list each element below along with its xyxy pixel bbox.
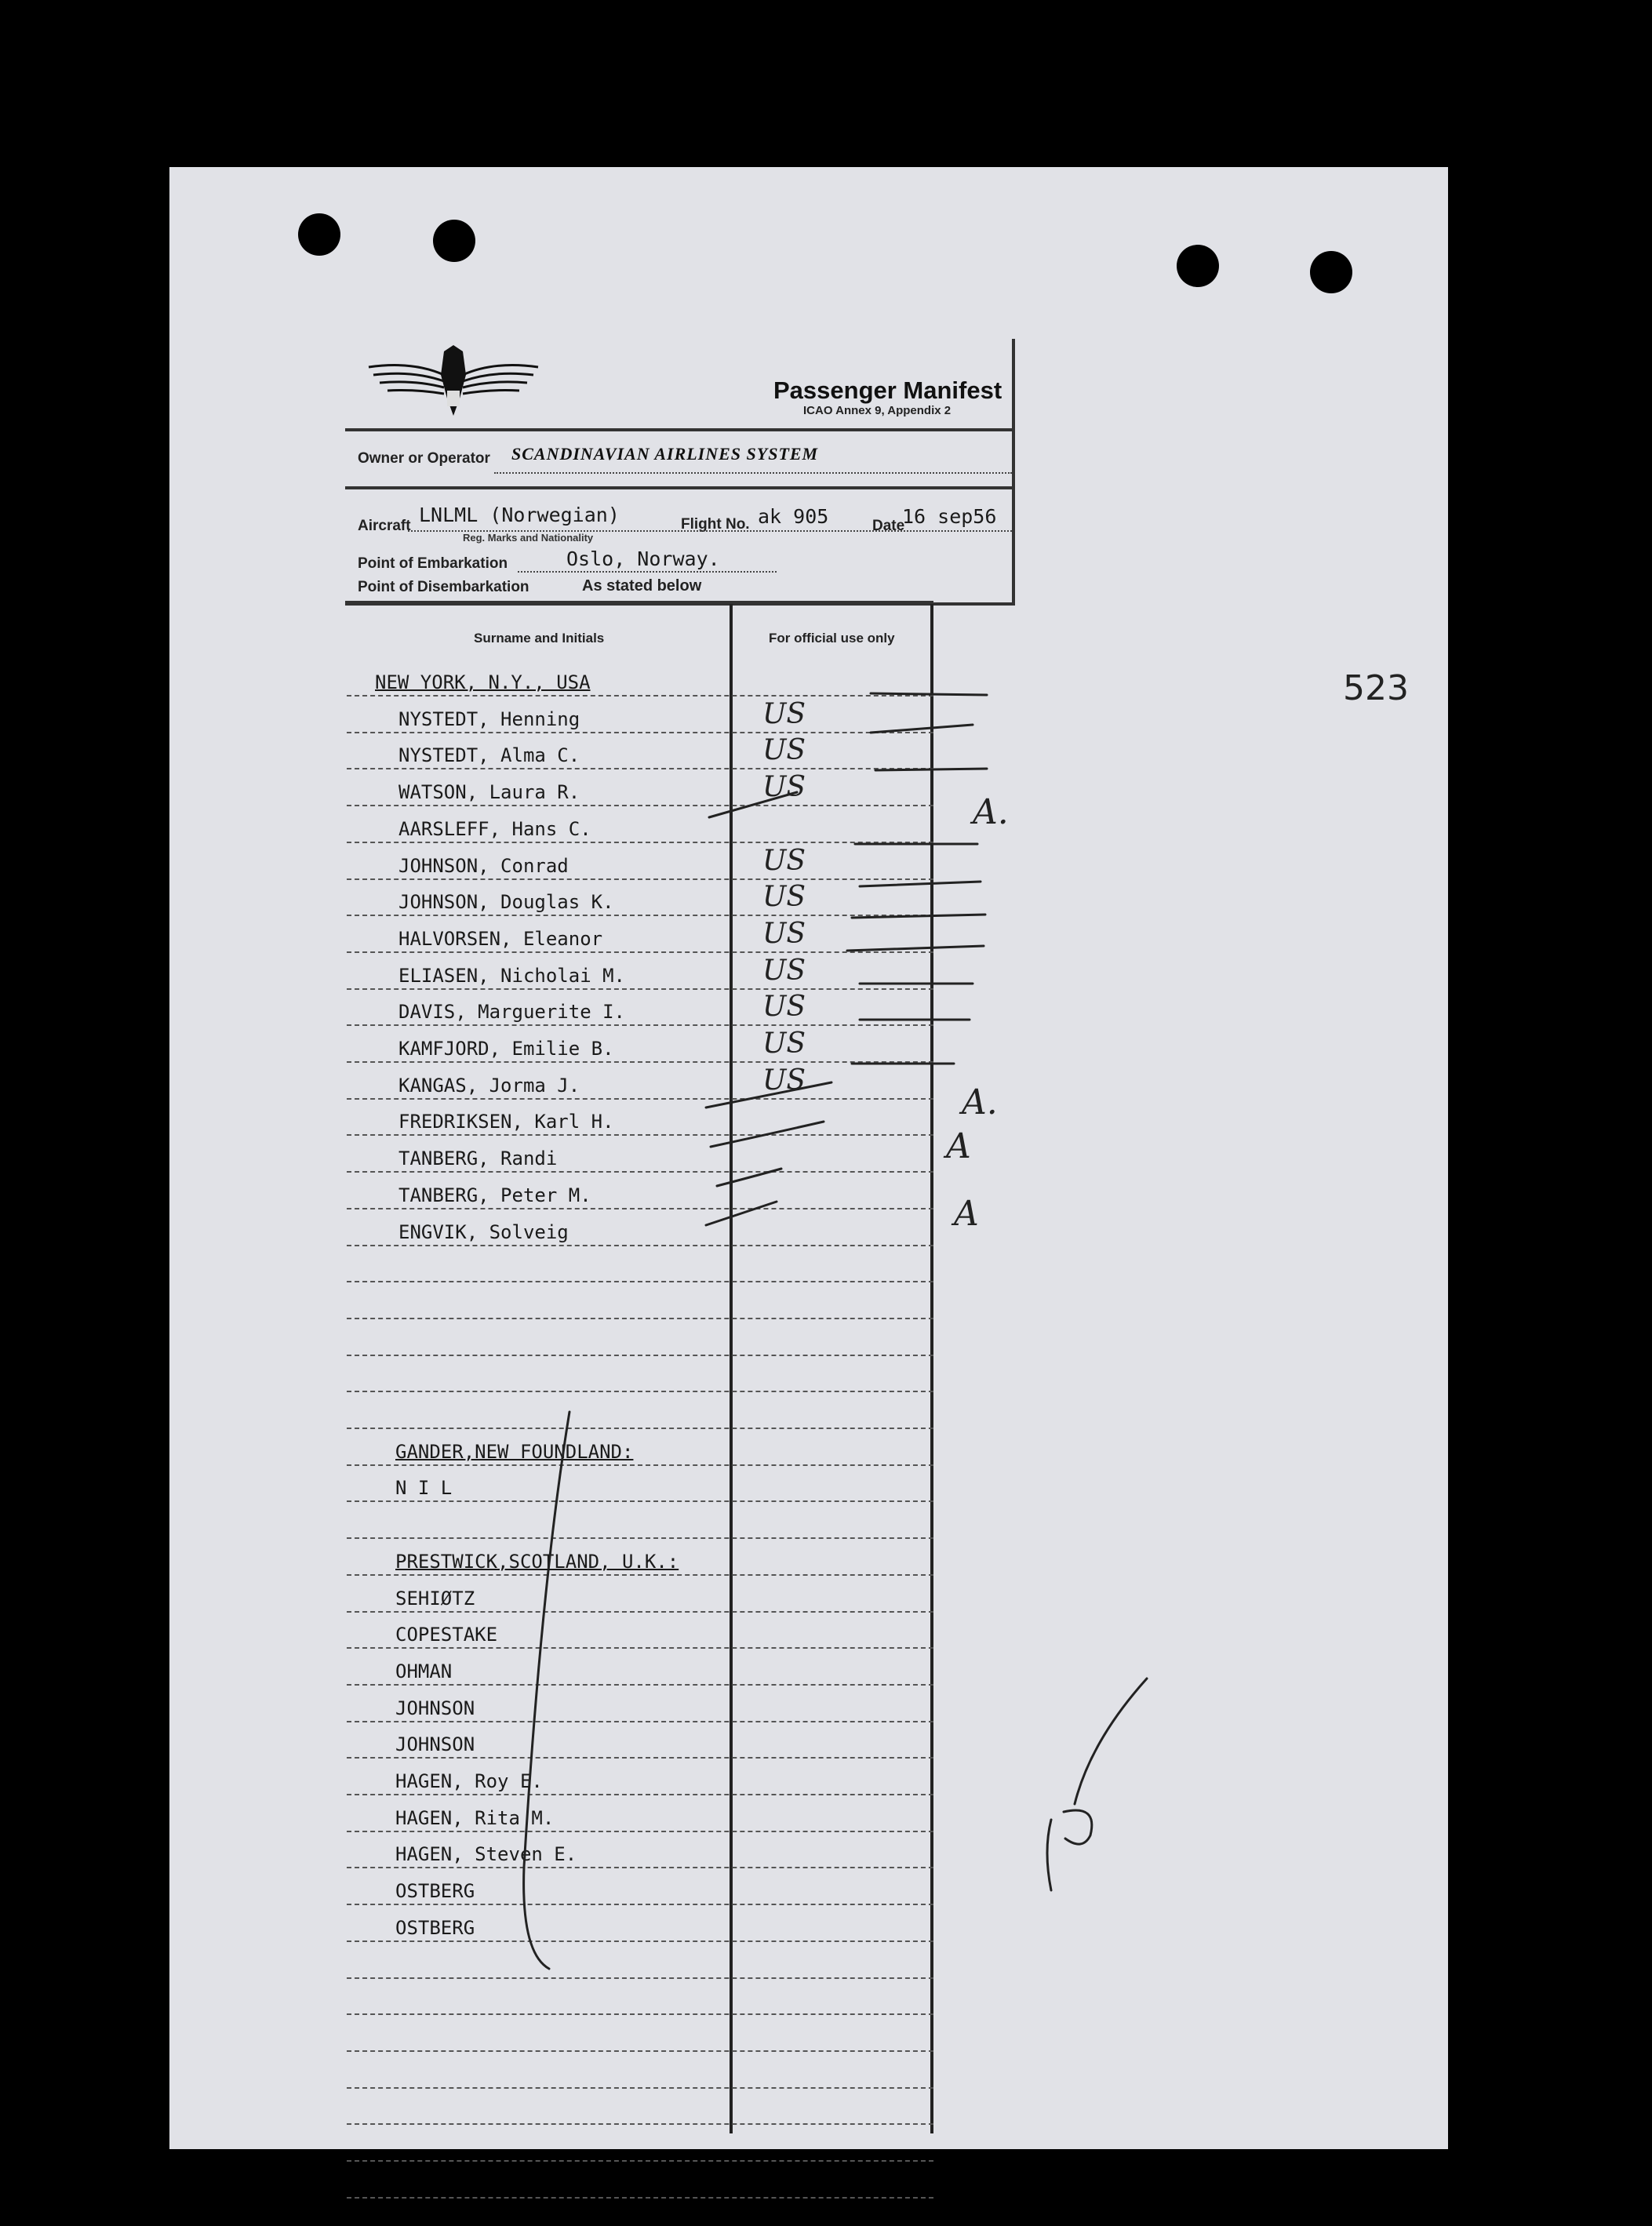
form-subtitle: ICAO Annex 9, Appendix 2 — [803, 404, 952, 417]
official-use-mark: US — [762, 991, 806, 1024]
passenger-name: HAGEN, Roy E. — [395, 1770, 543, 1792]
official-use-mark: US — [762, 917, 806, 950]
official-use-mark: US — [762, 954, 806, 987]
passenger-name: JOHNSON — [395, 1733, 475, 1756]
passenger-name: DAVIS, Marguerite I. — [398, 1001, 625, 1024]
passenger-name: WATSON, Laura R. — [398, 781, 580, 804]
official-use-mark: US — [762, 771, 806, 804]
passenger-name: JOHNSON, Douglas K. — [398, 891, 614, 914]
date-label: Date — [872, 518, 905, 534]
flight-label: Flight No. — [681, 516, 750, 533]
passenger-name: COPESTAKE — [395, 1624, 498, 1646]
passenger-name: N I L — [395, 1477, 453, 1500]
passenger-name: JOHNSON — [395, 1697, 475, 1719]
margin-mark: A. — [973, 792, 1009, 832]
official-use-mark: US — [762, 697, 806, 730]
passenger-name: SEHIØTZ — [395, 1587, 475, 1609]
date-value: 16 sep56 — [902, 505, 997, 528]
passenger-name: ELIASEN, Nicholai M. — [398, 964, 625, 987]
passenger-name: NYSTEDT, Henning — [398, 707, 580, 730]
passenger-name: KAMFJORD, Emilie B. — [398, 1038, 614, 1060]
passenger-name: HALVORSEN, Eleanor — [398, 927, 603, 950]
section-heading: GANDER,NEW FOUNDLAND: — [395, 1440, 634, 1463]
passenger-name: OSTBERG — [395, 1916, 475, 1939]
page-number: 523 — [1343, 668, 1409, 708]
passenger-name: TANBERG, Randi — [398, 1148, 558, 1170]
reg-note: Reg. Marks and Nationality — [463, 532, 594, 544]
passenger-name: AARSLEFF, Hans C. — [398, 817, 591, 840]
section-heading: NEW YORK, N.Y., USA — [375, 671, 591, 693]
form-title: Passenger Manifest — [773, 376, 1002, 404]
passenger-name: ENGVIK, Solveig — [398, 1220, 569, 1243]
passenger-name: HAGEN, Steven E. — [395, 1843, 577, 1866]
embark-label: Point of Embarkation — [358, 555, 508, 572]
column-header-names: Surname and Initials — [474, 631, 605, 646]
disembark-value: As stated below — [582, 577, 702, 595]
passenger-name: TANBERG, Peter M. — [398, 1184, 591, 1206]
passenger-name: FREDRIKSEN, Karl H. — [398, 1111, 614, 1133]
flight-value: ak 905 — [758, 505, 829, 528]
aircraft-value: LNLML (Norwegian) — [419, 504, 620, 526]
passenger-name: NYSTEDT, Alma C. — [398, 744, 580, 767]
owner-value: SCANDINAVIAN AIRLINES SYSTEM — [511, 444, 819, 464]
official-use-mark: US — [762, 1064, 806, 1097]
passenger-name: OHMAN — [395, 1660, 453, 1682]
embark-value: Oslo, Norway. — [566, 547, 720, 570]
official-use-mark: US — [762, 1028, 806, 1060]
margin-mark: A. — [962, 1082, 998, 1122]
official-use-mark: US — [762, 734, 806, 767]
official-use-mark: US — [762, 844, 806, 877]
column-header-official: For official use only — [769, 631, 895, 646]
passenger-name: HAGEN, Rita M. — [395, 1806, 555, 1829]
section-heading: PRESTWICK,SCOTLAND, U.K.: — [395, 1550, 679, 1573]
passenger-name: JOHNSON, Conrad — [398, 854, 569, 877]
passenger-name: OSTBERG — [395, 1880, 475, 1903]
margin-mark: A — [946, 1126, 971, 1166]
passenger-name: KANGAS, Jorma J. — [398, 1074, 580, 1097]
owner-label: Owner or Operator — [358, 450, 490, 467]
disembark-label: Point of Disembarkation — [358, 579, 529, 595]
margin-mark: A — [954, 1194, 979, 1234]
aircraft-label: Aircraft — [358, 518, 411, 534]
official-use-mark: US — [762, 881, 806, 914]
